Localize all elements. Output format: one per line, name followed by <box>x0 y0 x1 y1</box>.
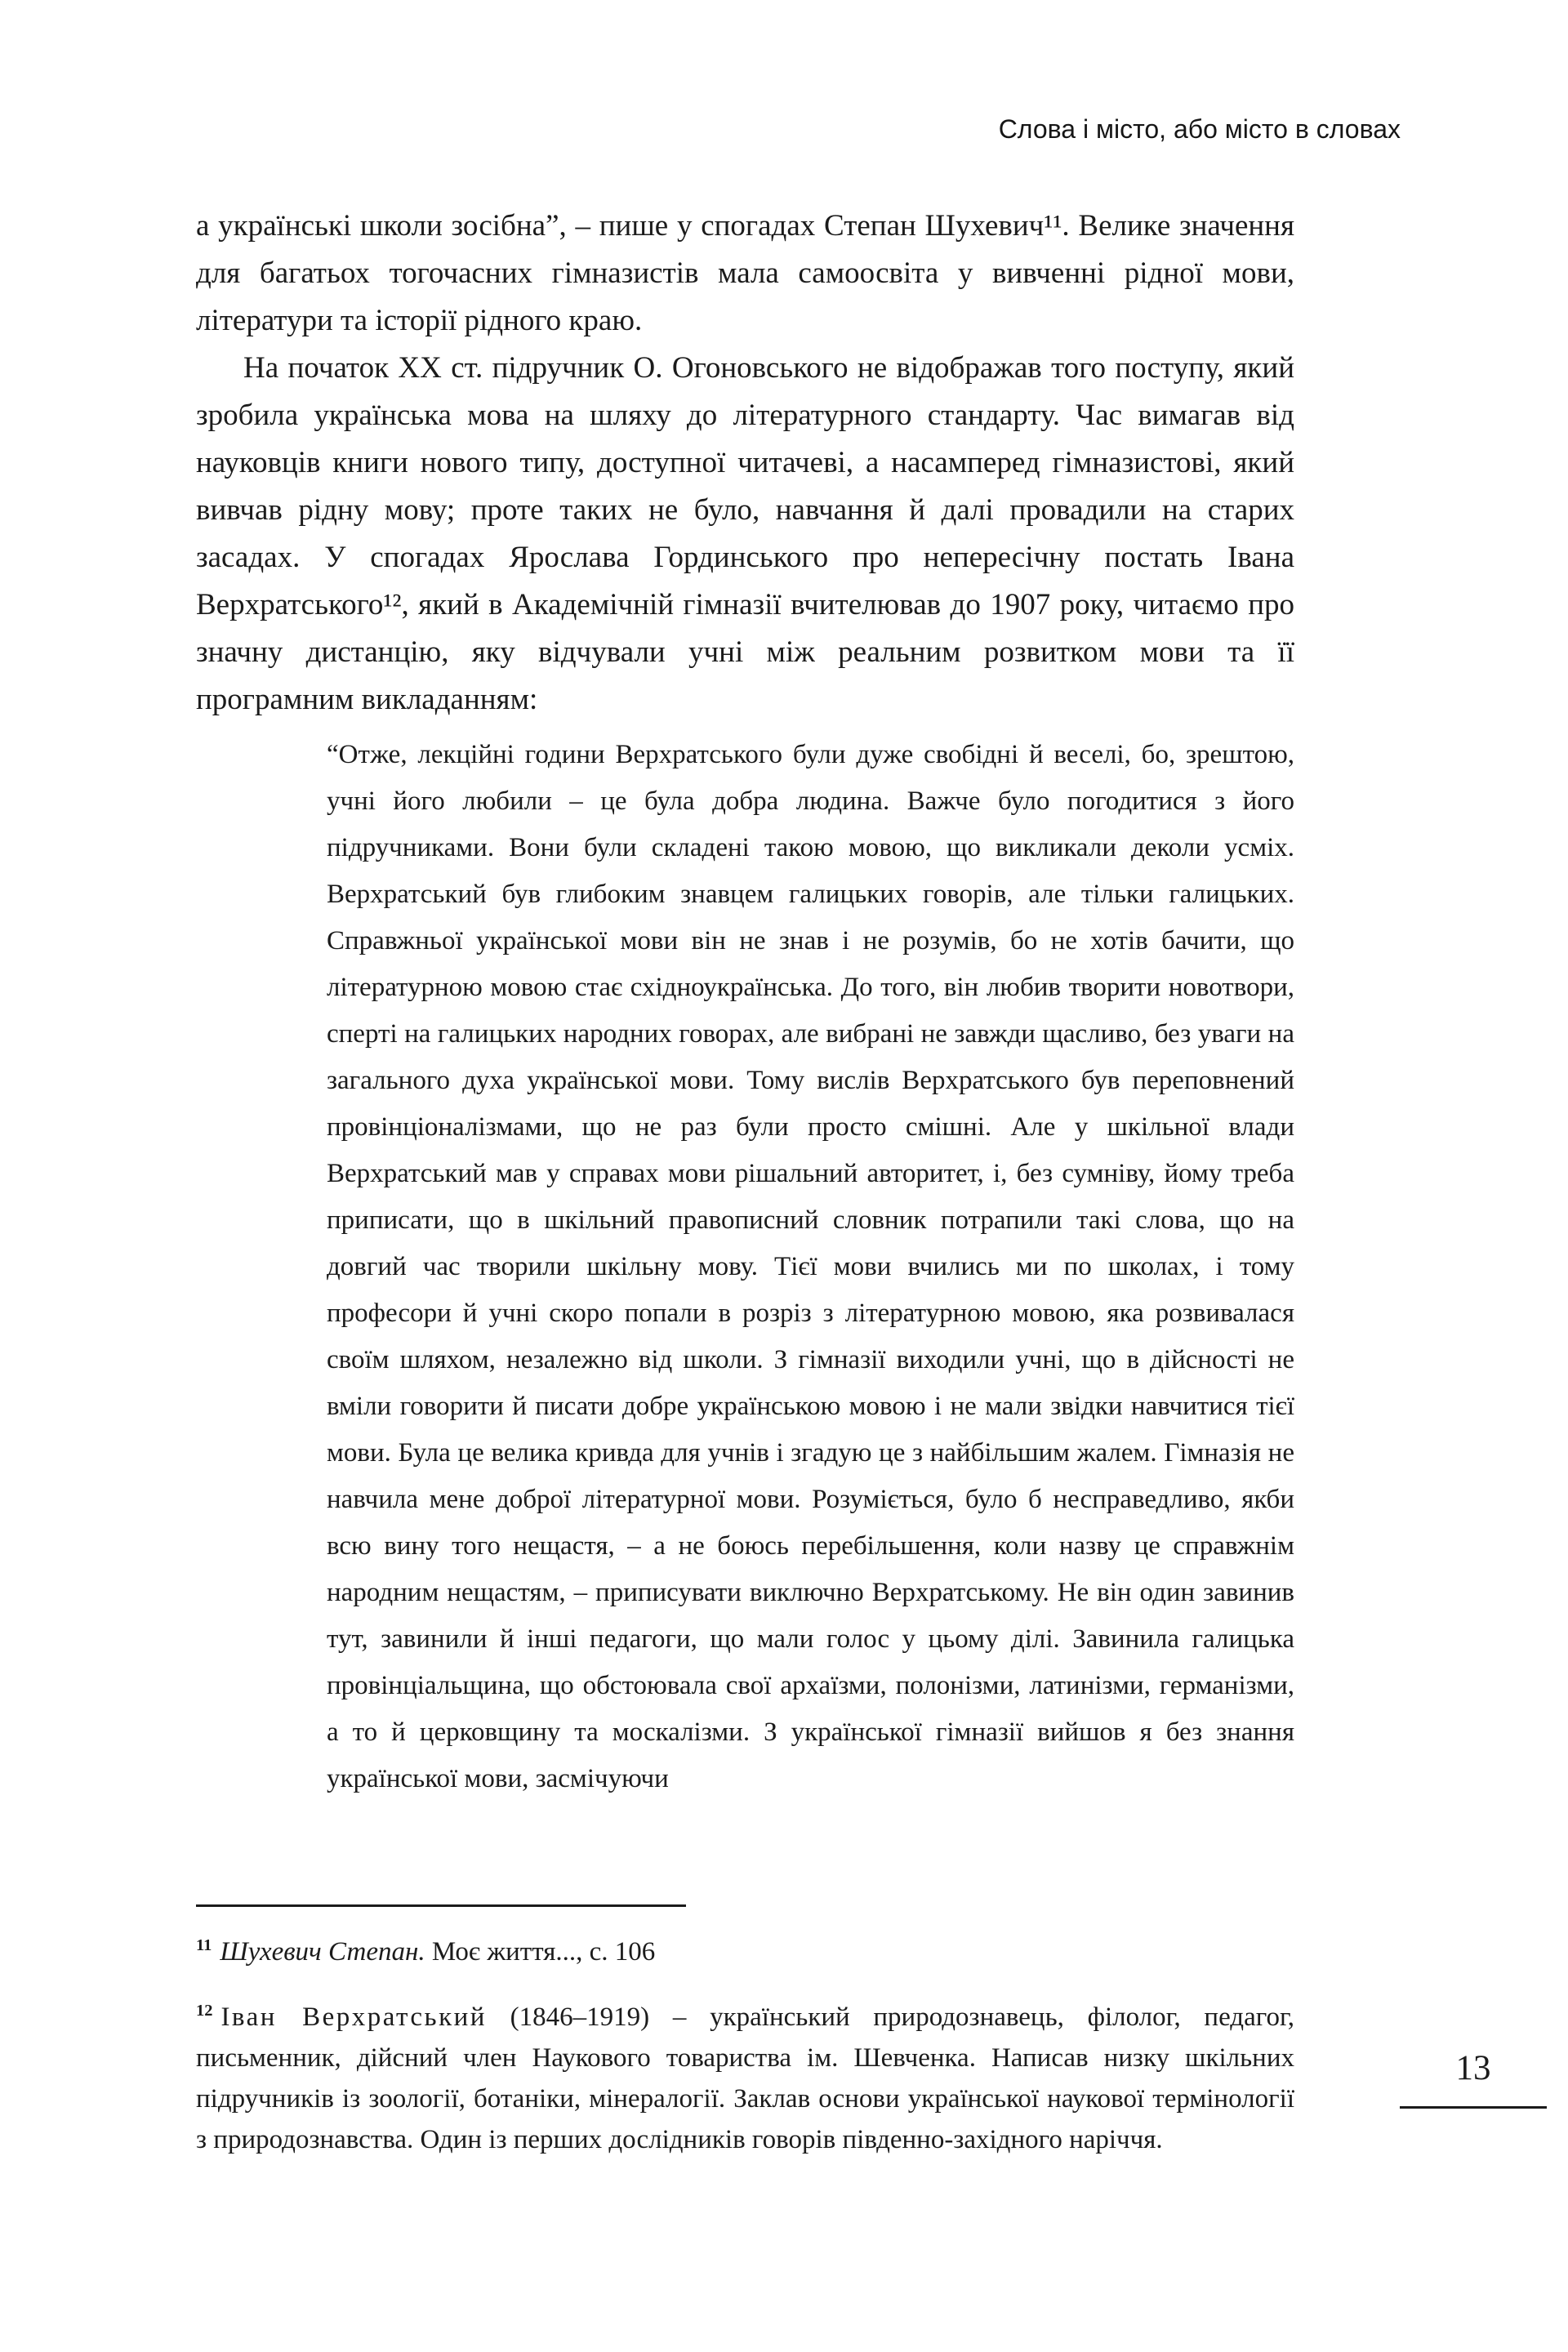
footnote-separator-rule <box>196 1904 686 1907</box>
body-paragraph: На початок XX ст. підручник О. Огоновського не відображав того поступу, який зробила українська мова на шляху до літературного стандарту. Час вимагав від науковців книги нового типу, доступної читачеві, а насамперед гімназистові, який вивчав рідну мову; проте таких не було, навчання й далі провадили на старих засадах. У спогадах Ярослава Гординського про непересічну постать Івана Верхратського¹², який в Академічній гімназії вчителював до 1907 року, читаємо про значну дистанцію, яку відчували учні між реальним розвитком мови та її програмним викладанням: <box>196 351 1294 716</box>
page-number: 13 <box>1455 2049 1491 2087</box>
main-text-block <box>196 203 1294 1802</box>
footnotes-section <box>196 1904 1294 2185</box>
footnote-11 <box>196 1931 1294 1972</box>
footnote-marker: 12 <box>196 2002 213 2020</box>
footnote-text: Моє життя..., с. 106 <box>431 1937 656 1967</box>
running-head: Слова і місто, або місто в словах <box>998 114 1401 144</box>
block-quote: “Отже, лекційні години Верхратського були дуже свобідні й веселі, бо, зрештою, учні його любили – це була добра людина. Важче було погодитися з його підручниками. Вони були складені такою мовою, що викликали деколи усміх. Верхратський був глибоким знавцем галицьких говорів, але тільки галицьких. Справжньої української мови він не знав і не розумів, бо не хотів бачити, що літературною мовою стає східноукраїнська. До того, він любив творити новотвори, сперті на галицьких народних говорах, але вибрані не завжди щасливо, без уваги на загального духа української мови. Тому вислів Верхратського був переповнений провінціоналізмами, що не раз були просто смішні. Але у шкільної влади Верхратський мав у справах мови рішальний авторитет, і, без сумніву, йому треба приписати, що в шкільний правописний словник потрапили такі слова, що на довгий час творили шкільну мову. Тієї мови вчились ми по школах, і тому професори й учні скоро попали в розріз з літературною мовою, яка розвивалася своїм шляхом, незалежно від школи. З гімназії виходили учні, що в дійсності не вміли говорити й писати добре українською мовою і не мали звідки навчитися тієї мови. Була це велика кривда для учнів і згадую це з найбільшим жалем. Гімназія не навчила мене доброї літературної мови. Розуміється, було б несправедливо, якби всю вину того нещастя, – а не боюсь перебільшення, коли назву це справжнім народним нещастям, – приписувати виключно Верхратському. Не він один завинив тут, завинили й інші педагоги, що мали голос у цьому ділі. Завинила галицька провінціальщина, що обстоювала свої архаїзми, полонізми, латинізми, германізми, а то й церковщину та москалізми. З української гімназії вийшов я без знання української мови, засмічуючи <box>327 740 1294 1793</box>
footnote-marker: 11 <box>196 1936 212 1954</box>
footnote-12 <box>196 1997 1294 2160</box>
footnote-person-name: Іван Верхратський <box>220 2002 487 2032</box>
body-paragraph: а українські школи зосібна”, – пише у спогадах Степан Шухевич¹¹. Велике значення для багатьох тогочасних гімназистів мала самоосвіта у вивченні рідної мови, літератури та історії рідного краю. <box>196 209 1294 337</box>
footnote-text: (1846–1919) – український природознавець, філолог, педагог, письменник, дійсний член Наукового товариства ім. Шевченка. Написав низку шкільних підручників із зоології, ботаніки, мінералогії. Заклав основи української наукової термінології з природознавства. Один із перших дослідників говорів південно-західного наріччя. <box>196 2002 1295 2154</box>
page-number-block <box>1400 2048 1547 2109</box>
footnote-author: Шухевич Степан. <box>220 1937 425 1967</box>
page-number-rule <box>1400 2106 1547 2109</box>
